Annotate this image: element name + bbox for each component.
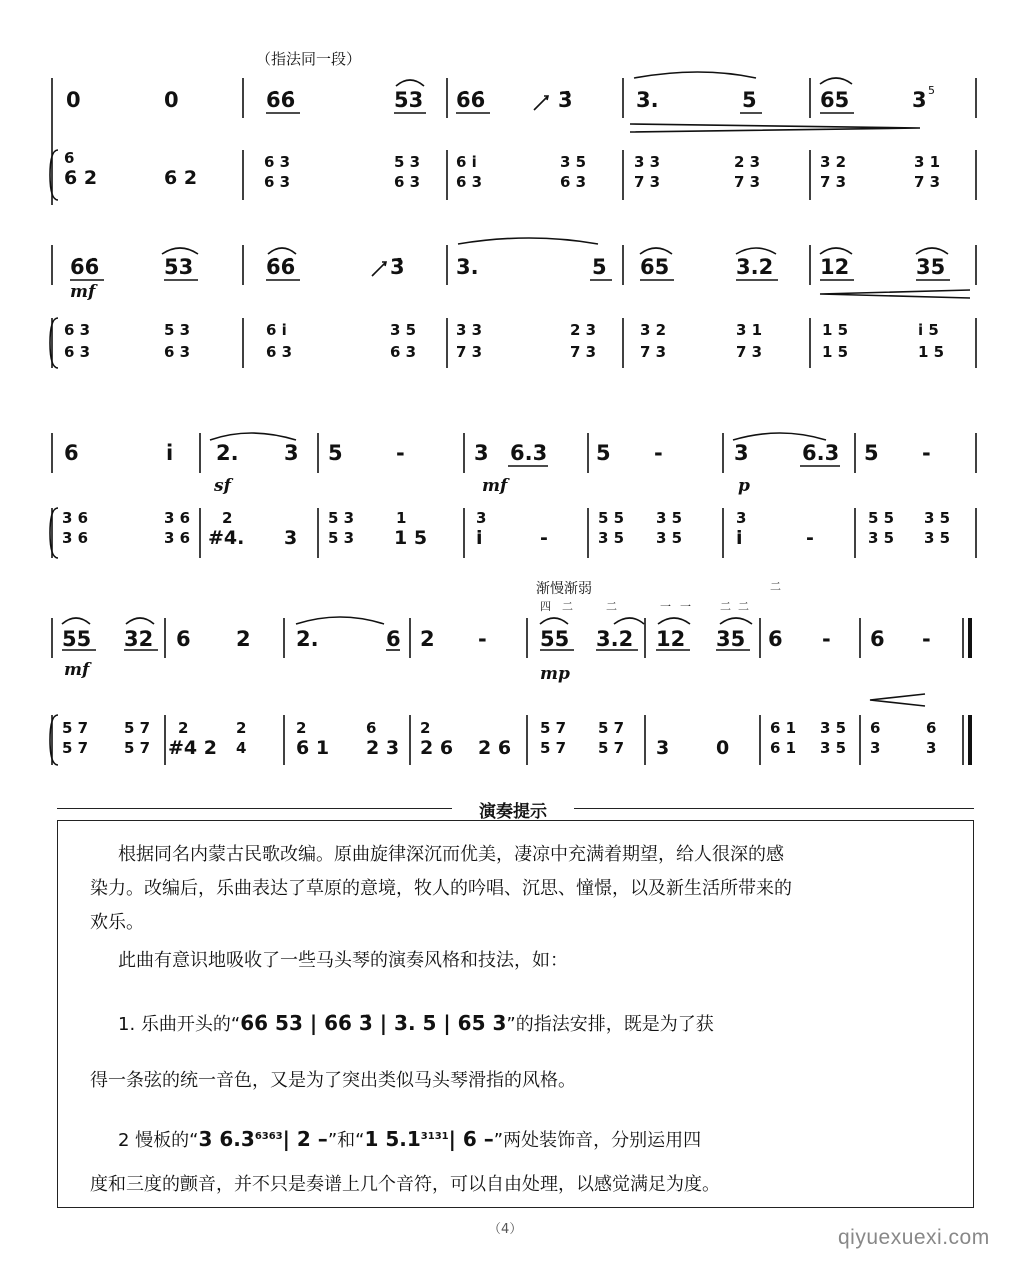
- note: 3.: [636, 88, 659, 112]
- note: 6̇6̇: [266, 255, 296, 279]
- acc-note: 5 5: [868, 509, 895, 527]
- acc-note: 5 7: [598, 719, 625, 737]
- dynamic-mf: mf: [482, 476, 508, 496]
- acc-note: 3: [870, 739, 881, 757]
- note: 6: [870, 627, 885, 651]
- acc-note: 5 5: [598, 509, 625, 527]
- acc-note: 7 3: [820, 173, 847, 191]
- acc-note: 6 3: [64, 321, 91, 339]
- acc-note: 3 1: [914, 153, 941, 171]
- acc-note: 3 6: [62, 529, 89, 547]
- dynamic-mf: mf: [70, 282, 96, 302]
- acc-note: 2 6: [420, 737, 454, 759]
- acc-note: 2 3: [366, 737, 400, 759]
- acc-note: 6 3: [390, 343, 417, 361]
- acc-note: 5 3: [164, 321, 191, 339]
- note: 3: [912, 88, 927, 112]
- tips-title: 演奏提示: [452, 797, 574, 822]
- fingering-mark: 一: [660, 600, 671, 613]
- note: 6.3: [510, 441, 548, 465]
- acc-note: 6: [366, 719, 377, 737]
- acc-note: 6 1: [770, 739, 797, 757]
- note: -: [654, 441, 663, 465]
- acc-note: 3: [736, 509, 747, 527]
- note: 5: [864, 441, 879, 465]
- acc-note: 6 3: [560, 173, 587, 191]
- acc-note: 3: [656, 737, 670, 759]
- acc-note: 6 1: [296, 737, 330, 759]
- note: 55: [62, 627, 92, 651]
- acc-note: 1 5: [822, 321, 849, 339]
- note: 3: [734, 441, 749, 465]
- note: 6̇6̇: [456, 88, 486, 112]
- note: 53: [164, 255, 194, 279]
- acc-note: 5 7: [124, 739, 151, 757]
- acc-note: 7 3: [734, 173, 761, 191]
- acc-note: 3 5: [598, 529, 625, 547]
- tips-p4-prefix: 2 慢板的“: [118, 1130, 199, 1151]
- fingering-mark: 二: [770, 580, 781, 593]
- acc-note: 5 7: [540, 739, 567, 757]
- acc-note: 3 5: [656, 529, 683, 547]
- fingering-mark: 二: [720, 600, 731, 613]
- note: 3.2: [596, 627, 634, 651]
- acc-note: 6 2: [164, 167, 198, 189]
- tips-paragraph-1c: 欢乐。: [90, 912, 144, 933]
- tips-paragraph-1b: 染力。改编后，乐曲表达了草原的意境，牧人的吟唱、沉思、憧憬，以及新生活所带来的: [90, 878, 792, 899]
- acc-note: 3 5: [656, 509, 683, 527]
- acc-note: #4.: [208, 527, 245, 549]
- note: 5: [328, 441, 343, 465]
- note: 3̇: [558, 88, 573, 112]
- note: 2: [236, 627, 251, 651]
- acc-note: 3: [926, 739, 937, 757]
- fingering-mark: 二: [606, 600, 617, 613]
- acc-note: 2: [178, 719, 189, 737]
- tips-p4-notes-2: 1 5.1: [364, 1127, 421, 1151]
- acc-note: 1 5: [822, 343, 849, 361]
- tips-paragraph-2: 此曲有意识地吸收了一些马头琴的演奏风格和技法，如：: [118, 950, 568, 971]
- tips-p4-notes-1b: | 2 –: [282, 1127, 328, 1151]
- acc-note: 3 5: [390, 321, 417, 339]
- acc-note: 0: [716, 737, 730, 759]
- acc-note: 6 3: [266, 343, 293, 361]
- note: 12: [820, 255, 850, 279]
- tips-p4-grace-2: 3131: [420, 1131, 449, 1142]
- acc-note: 6 3: [264, 173, 291, 191]
- dynamic-mf: mf: [64, 660, 90, 680]
- note: -: [478, 627, 487, 651]
- acc-note: 6 3: [394, 173, 421, 191]
- note: 35: [916, 255, 946, 279]
- acc-note: 3 5: [560, 153, 587, 171]
- acc-note: 2 3: [570, 321, 597, 339]
- note: 12: [656, 627, 686, 651]
- acc-note: 3: [476, 509, 487, 527]
- acc-note: 6 i: [266, 321, 287, 339]
- note: -: [822, 627, 831, 651]
- tips-paragraph-3: [118, 1006, 978, 1042]
- acc-note: 3 2: [640, 321, 667, 339]
- note: -: [922, 627, 931, 651]
- dynamic-p: p: [738, 476, 750, 496]
- acc-note: 6 1: [770, 719, 797, 737]
- note: 5: [592, 255, 607, 279]
- tips-paragraph-3b: 得一条弦的统一音色，又是为了突出类似马头琴滑指的风格。: [90, 1070, 576, 1091]
- tips-p4-mid: ”和“: [327, 1130, 365, 1151]
- acc-note: 1 5: [394, 527, 428, 549]
- acc-note: 6 3: [64, 343, 91, 361]
- note: 0: [164, 88, 179, 112]
- tips-rule-left: [57, 808, 452, 809]
- note: 6: [386, 627, 401, 651]
- acc-note: 3 2: [820, 153, 847, 171]
- acc-note: 5 7: [62, 739, 89, 757]
- acc-note: 1: [396, 509, 407, 527]
- acc-note: 5 3: [328, 509, 355, 527]
- fingering-mark: 二: [562, 600, 573, 613]
- acc-note: 3 5: [924, 509, 951, 527]
- note: 5: [742, 88, 757, 112]
- acc-note: 3 1: [736, 321, 763, 339]
- note: 53: [394, 88, 424, 112]
- acc-note: 4: [236, 739, 247, 757]
- tips-rule-right: [574, 808, 974, 809]
- acc-note: 3 6: [164, 529, 191, 547]
- acc-note: 7 3: [640, 343, 667, 361]
- note: 3̇: [390, 255, 405, 279]
- fingering-note: （指法同一段）: [256, 50, 362, 68]
- tips-p4-notes-1: 3 6.3: [198, 1127, 255, 1151]
- acc-note: -: [540, 527, 548, 549]
- acc-note: 3: [284, 527, 298, 549]
- tips-p4-grace-1: 6363: [254, 1131, 283, 1142]
- acc-note: 2: [236, 719, 247, 737]
- note: 3: [284, 441, 299, 465]
- tips-p4-suffix: ”两处装饰音，分别运用四: [493, 1130, 702, 1151]
- acc-note: 7 3: [634, 173, 661, 191]
- acc-note: 6 i: [456, 153, 477, 171]
- acc-note: 3 5: [924, 529, 951, 547]
- note: 2: [420, 627, 435, 651]
- acc-note: 6 3: [456, 173, 483, 191]
- tips-p4-notes-2b: | 6 –: [448, 1127, 494, 1151]
- fingering-mark: 二: [738, 600, 749, 613]
- tips-p3-notes: 6̇6̇ 53 | 6̇6̇ 3̇ | 3. 5 | 65 3: [240, 1011, 507, 1035]
- tips-paragraph-4: [118, 1120, 978, 1158]
- page-number: （4）: [488, 1222, 523, 1237]
- acc-note: 2: [420, 719, 431, 737]
- acc-note: 5 7: [62, 719, 89, 737]
- acc-note: 7 3: [570, 343, 597, 361]
- acc-note: 6: [64, 149, 75, 167]
- acc-note: 7 3: [736, 343, 763, 361]
- tips-paragraph-1a: 根据同名内蒙古民歌改编。原曲旋律深沉而优美，凄凉中充满着期望，给人很深的感: [118, 844, 784, 865]
- note: -: [396, 441, 405, 465]
- note: 6̇6̇: [266, 88, 296, 112]
- note: 5: [596, 441, 611, 465]
- acc-note: #4 2: [168, 737, 217, 759]
- acc-note: 7 3: [914, 173, 941, 191]
- acc-note: 6 3: [264, 153, 291, 171]
- note: 3.2: [736, 255, 774, 279]
- dynamic-sf: sf: [214, 476, 231, 496]
- acc-note: 3 6: [62, 509, 89, 527]
- acc-note: 3 5: [820, 719, 847, 737]
- acc-note: 6 3: [164, 343, 191, 361]
- acc-note: i: [476, 527, 483, 549]
- tips-p3-prefix: 1. 乐曲开头的“: [118, 1014, 241, 1035]
- acc-note: 3 3: [456, 321, 483, 339]
- note: 35: [716, 627, 746, 651]
- acc-note: 2 6: [478, 737, 512, 759]
- acc-note: 5 7: [598, 739, 625, 757]
- acc-note: -: [806, 527, 814, 549]
- acc-note: i: [736, 527, 743, 549]
- acc-note: 6 2: [64, 167, 98, 189]
- watermark: qiyuexuexi.com: [838, 1226, 990, 1249]
- acc-note: 5 7: [124, 719, 151, 737]
- acc-note: 6: [870, 719, 881, 737]
- note: i: [166, 441, 174, 465]
- acc-note: i 5: [918, 321, 939, 339]
- tips-paragraph-4b: 度和三度的颤音，并不只是奏谱上几个音符，可以自由处理，以感觉满足为度。: [90, 1174, 720, 1195]
- tips-p3-suffix: ”的指法安排，既是为了获: [506, 1014, 714, 1035]
- note: 6: [176, 627, 191, 651]
- note: 6: [768, 627, 783, 651]
- note: 6̇6̇: [70, 255, 100, 279]
- acc-note: 2: [222, 509, 233, 527]
- acc-note: 3 5: [868, 529, 895, 547]
- acc-note: 1 5: [918, 343, 945, 361]
- acc-note: 2: [296, 719, 307, 737]
- fingering-mark: 四: [540, 600, 551, 613]
- grace-note: 5: [928, 84, 935, 97]
- note: 2.: [216, 441, 239, 465]
- acc-note: 2 3: [734, 153, 761, 171]
- acc-note: 3 3: [634, 153, 661, 171]
- note: 3: [474, 441, 489, 465]
- acc-note: 7 3: [456, 343, 483, 361]
- note: 0: [66, 88, 81, 112]
- fingering-mark: 一: [680, 600, 691, 613]
- note: 65: [820, 88, 850, 112]
- acc-note: 5 3: [394, 153, 421, 171]
- acc-note: 3 5: [820, 739, 847, 757]
- note: 32: [124, 627, 154, 651]
- dynamic-mp: mp: [540, 664, 570, 684]
- note: 3.: [456, 255, 479, 279]
- tempo-marking: 渐慢渐弱: [536, 581, 592, 597]
- note: -: [922, 441, 931, 465]
- acc-note: 6: [926, 719, 937, 737]
- note: 6.3: [802, 441, 840, 465]
- note: 55: [540, 627, 570, 651]
- note: 2.: [296, 627, 319, 651]
- note: 65: [640, 255, 670, 279]
- acc-note: 5 3: [328, 529, 355, 547]
- acc-note: 3 6: [164, 509, 191, 527]
- acc-note: 5 7: [540, 719, 567, 737]
- note: 6: [64, 441, 79, 465]
